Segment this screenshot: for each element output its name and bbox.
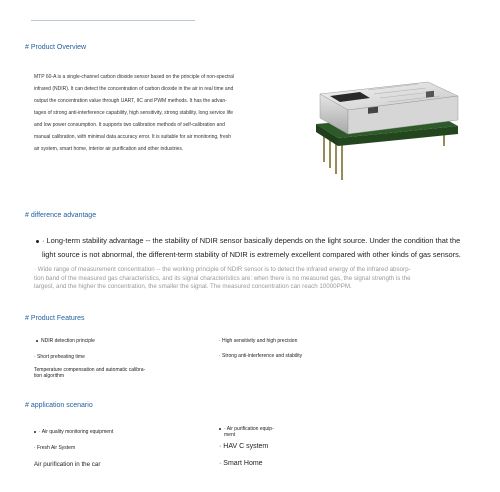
application-label: ment: [224, 432, 236, 438]
overview-line: output the concentration value through UART, IIC and PWM methods. It has the advan-: [34, 98, 227, 104]
overview-line: and low power consumption. It supports two calibration methods of self-calibration and: [34, 122, 225, 128]
application-item: · HAV C system: [219, 443, 269, 450]
application-item: [219, 426, 274, 438]
application-item: · Smart Home: [219, 460, 263, 467]
bullet-icon: [36, 340, 38, 342]
difference-heading: # difference advantage: [25, 212, 97, 219]
feature-line: tion algorithm: [34, 373, 65, 379]
overview-line: air system, smart home, interior air purification and other industries.: [34, 146, 184, 152]
difference-item-2-line: tion band of the measured gas characteristics, and its signal characteristics are: when there is no measured gas, the signal strength is the: [34, 274, 411, 282]
difference-item-1: [36, 234, 481, 262]
overview-line: manual calibration, with minimal data accuracy error. It is suitable for air monitoring, fresh: [34, 134, 232, 140]
overview-heading: # Product Overview: [25, 44, 87, 51]
difference-item-2-line: · Wide range of measurement concentration -- the working principle of NDIR sensor is to detect the infrared energy of the infrared absorp-: [34, 266, 411, 273]
feature-item: · High sensitivity and high precision: [219, 338, 298, 344]
difference-item-2-line: largest, and the higher the concentration, the smaller the signal. The measured concentration can reach 10000PPM.: [34, 283, 352, 290]
overview-line: tages of strong anti-interference capability, high sensitivity, strong stability, long service life: [34, 110, 233, 116]
application-label: · Air quality monitoring equipment: [39, 429, 114, 435]
difference-item-1-line: · Long-term stability advantage -- the stability of NDIR sensor basically depends on the light source. Under the condition that the: [42, 236, 461, 245]
overview-paragraph: [34, 71, 296, 155]
feature-item: [36, 338, 95, 344]
sensor-product-image: [308, 76, 468, 186]
difference-item-1-line: light source is not abnormal, the different-term stability of NDIR is extremely excellent compared with other kinds of gas sensors.: [42, 250, 461, 259]
feature-item: · Strong anti-interference and stability: [219, 353, 303, 359]
feature-label: NDIR detection principle: [41, 338, 95, 344]
application-heading: # application scenario: [25, 402, 93, 409]
overview-line: MTP 60-A is a single-channel carbon dioxide sensor based on the principle of non-spectral: [34, 74, 235, 80]
application-item: [34, 429, 113, 435]
feature-item: [34, 367, 145, 379]
bullet-icon: [34, 431, 36, 433]
feature-line: Temperature compensation and automatic calibra-: [34, 367, 146, 373]
difference-item-2: [34, 266, 482, 292]
application-label: · Air purification equip-: [224, 426, 274, 432]
overview-line: infrared (NDIR). It can detect the concentration of carbon dioxide in the air in real time and: [34, 86, 234, 92]
application-item: · Fresh Air System: [34, 445, 76, 451]
top-divider: [31, 20, 195, 21]
bullet-icon: [219, 428, 221, 430]
features-heading: # Product Features: [25, 315, 85, 322]
bullet-icon: [36, 240, 39, 243]
feature-item: · Short preheating time: [34, 354, 85, 360]
application-item: Air purification in the car: [34, 461, 101, 468]
